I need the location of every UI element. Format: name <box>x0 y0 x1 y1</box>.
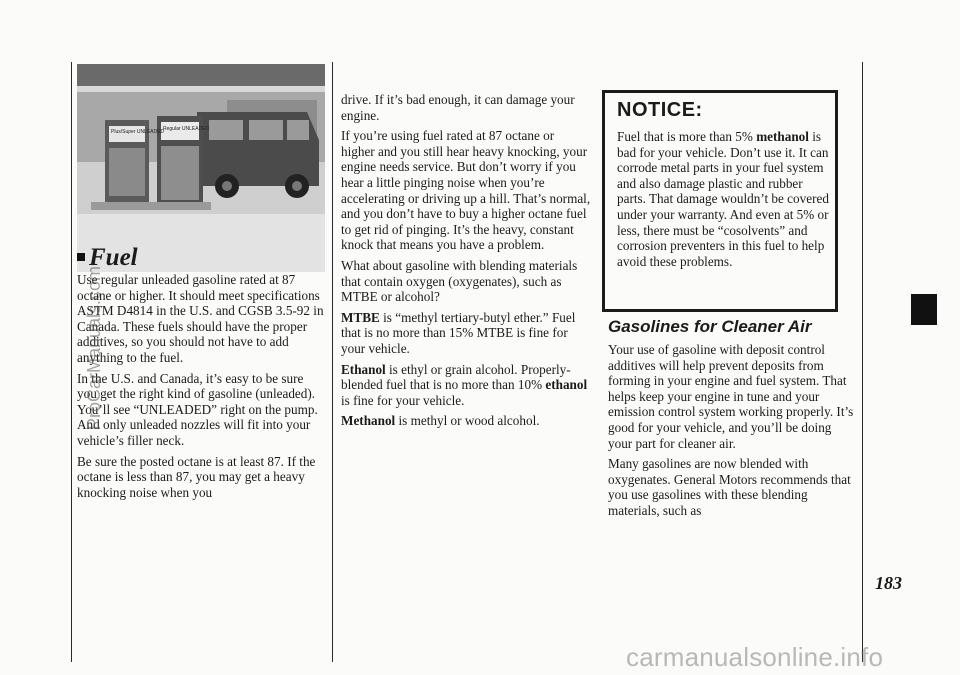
notice-title: NOTICE: <box>617 99 703 121</box>
bottom-watermark: carmanualsonline.info <box>626 642 884 672</box>
mtbe-paragraph <box>341 310 591 357</box>
notice-text-a: Fuel that is more than 5% <box>617 129 757 144</box>
pump-sign-right: Regular UNLEADED <box>163 126 210 132</box>
cleaner-air-heading: Gasolines for Cleaner Air <box>608 317 812 336</box>
fuel-paragraph-3: Be sure the posted octane is at least 87. If the octane is less than 87, you may get a heavy knocking noise when you <box>77 453 316 500</box>
middle-paragraph-2: If you’re using fuel rated at 87 octane or higher and you still hear heavy knocking, your engine needs service. But don’t worry if you hear a little pinging noise when you’re accelerating or driving up a hill. That’s normal, and you don’t have to buy a higher octane fuel to get rid of pinging. It’s the heavy, constant knock that means you have a problem. <box>341 128 591 253</box>
cleaner-air-paragraph-1: Your use of gasoline with deposit control additives will help prevent deposits from forming in your engine and fuel system. That helps keep your engine in tune and your emission control system working properly. It’s good for your vehicle, and you’ll be doing your part for cleaner air. <box>608 342 854 451</box>
fuel-paragraph-2: In the U.S. and Canada, it’s easy to be sure you get the right kind of gasoline (unleaded). You’ll see “UNLEADED” right on the pump. And only unleaded nozzles will fit into your vehicle’s filler neck. <box>77 370 318 448</box>
mtbe-term: MTBE <box>341 309 380 325</box>
page-number: 183 <box>875 573 902 593</box>
section-tab-marker <box>911 294 937 325</box>
mtbe-text: is “methyl tertiary-butyl ether.” Fuel that is no more than 15% MTBE is fine for your vehicle. <box>341 309 576 356</box>
right-margin-rule <box>862 62 863 662</box>
left-column-rule <box>71 62 72 662</box>
ethanol-text-b: is fine for your vehicle. <box>341 392 465 408</box>
notice-text-b: is bad for your vehicle. Don’t use it. It can corrode metal parts in your fuel system and also damage plastic and rubber parts. That damage wouldn’t be covered under your warranty. And even at 5% or less, there must be “cosolvents” and corrosion preventers in this fuel to help avoid these problems. <box>617 129 829 269</box>
methanol-paragraph <box>341 413 591 429</box>
middle-paragraph-1: drive. If it’s bad enough, it can damage your engine. <box>341 92 575 123</box>
notice-box <box>602 90 838 312</box>
ethanol-paragraph <box>341 362 591 409</box>
fuel-heading-text: Fuel <box>89 244 138 271</box>
ethanol-term-inline: ethanol <box>545 377 588 393</box>
fuel-paragraph-1: Use regular unleaded gasoline rated at 87 octane or higher. It should meet specifications ASTM D4814 in the U.S. and CGSB 3.5-92 in Canada. These fuels should have the proper additives, so you should not have to add anything to the fuel. <box>77 272 324 365</box>
middle-column-rule <box>332 62 333 662</box>
notice-methanol-term: methanol <box>756 129 809 144</box>
side-watermark: ProCarManuals.com <box>84 265 104 430</box>
left-column <box>77 272 325 505</box>
ethanol-text-a: is ethyl or grain alcohol. Properly-blended fuel that is no more than 10% <box>341 361 571 393</box>
notice-body <box>617 129 829 269</box>
section-bullet-icon <box>77 253 85 261</box>
middle-column <box>341 92 591 434</box>
pump-sign-left: Plus/Super UNLEADED <box>111 129 165 135</box>
middle-paragraph-3: What about gasoline with blending materials that contain oxygen (oxygenates), such as MTBE or alcohol? <box>341 257 578 305</box>
right-column <box>608 342 858 524</box>
ethanol-term: Ethanol <box>341 361 386 377</box>
gas-station-photo <box>77 64 325 272</box>
methanol-text: is methyl or wood alcohol. <box>395 413 540 429</box>
cleaner-air-paragraph-2: Many gasolines are now blended with oxygenates. General Motors recommends that you use gasolines with these blending materials, such as <box>608 456 851 518</box>
methanol-term: Methanol <box>341 413 396 429</box>
